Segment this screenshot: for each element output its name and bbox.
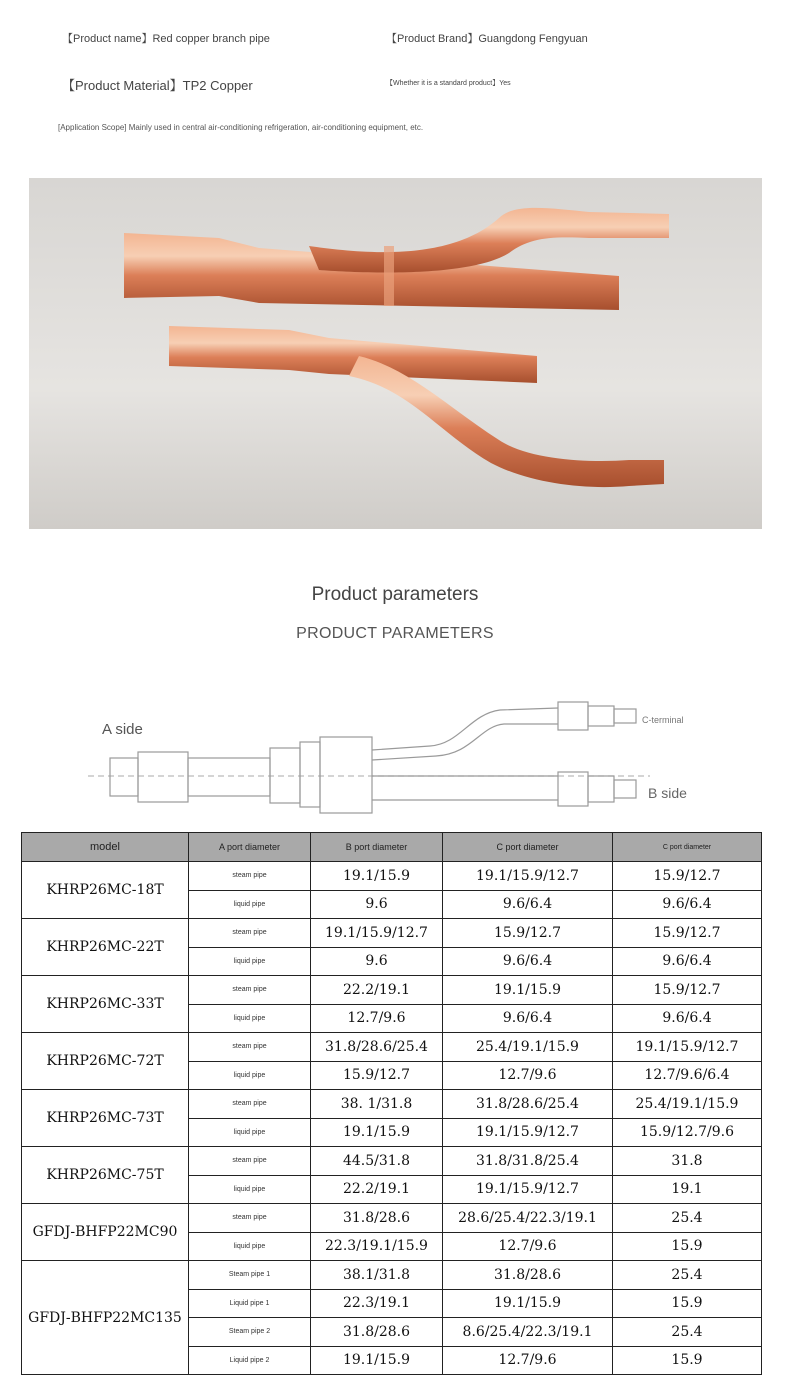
parameter-table [21, 832, 762, 1375]
c-port-cell: 12.7/9.6 [443, 1061, 613, 1090]
pipe-type-cell: Steam pipe 2 [189, 1318, 311, 1347]
header-c-port: C port diameter [443, 833, 613, 862]
standard-product: 【Whether it is a standard product】Yes [386, 80, 511, 87]
product-brand: 【Product Brand】Guangdong Fengyuan [386, 33, 588, 45]
c-terminal-label: C-terminal [642, 715, 684, 725]
c-port-cell: 8.6/25.4/22.3/19.1 [443, 1318, 613, 1347]
table-row [22, 1090, 762, 1119]
c-port-2-cell: 15.9 [613, 1232, 762, 1261]
b-port-cell: 19.1/15.9/12.7 [311, 919, 443, 948]
table-row [22, 862, 762, 891]
c-port-2-cell: 15.9/12.7 [613, 976, 762, 1005]
c-port-2-cell: 15.9/12.7 [613, 919, 762, 948]
b-port-cell: 22.3/19.1/15.9 [311, 1232, 443, 1261]
c-port-cell: 19.1/15.9/12.7 [443, 1118, 613, 1147]
header-c-port-2: C port diameter [613, 833, 762, 862]
pipe-type-cell: steam pipe [189, 1033, 311, 1062]
c-port-cell: 19.1/15.9 [443, 1289, 613, 1318]
a-side-label: A side [102, 721, 143, 738]
c-port-2-cell: 15.9/12.7/9.6 [613, 1118, 762, 1147]
c-port-2-cell: 9.6/6.4 [613, 890, 762, 919]
header-model: model [22, 833, 189, 862]
pipe-type-cell: liquid pipe [189, 1175, 311, 1204]
pipe-type-cell: steam pipe [189, 1147, 311, 1176]
c-port-2-cell: 25.4 [613, 1204, 762, 1233]
section-subtitle: PRODUCT PARAMETERS [296, 625, 494, 642]
table-row [22, 976, 762, 1005]
model-cell: KHRP26MC-73T [22, 1090, 189, 1147]
c-port-2-cell: 19.1/15.9/12.7 [613, 1033, 762, 1062]
pipe-type-cell: liquid pipe [189, 890, 311, 919]
model-cell: GFDJ-BHFP22MC135 [22, 1261, 189, 1375]
model-cell: GFDJ-BHFP22MC90 [22, 1204, 189, 1261]
c-port-cell: 19.1/15.9 [443, 976, 613, 1005]
c-port-cell: 12.7/9.6 [443, 1346, 613, 1375]
b-port-cell: 15.9/12.7 [311, 1061, 443, 1090]
model-cell: KHRP26MC-18T [22, 862, 189, 919]
c-port-2-cell: 25.4 [613, 1318, 762, 1347]
c-port-cell: 31.8/28.6/25.4 [443, 1090, 613, 1119]
b-port-cell: 31.8/28.6 [311, 1318, 443, 1347]
c-port-2-cell: 15.9/12.7 [613, 862, 762, 891]
product-material: 【Product Material】TP2 Copper [62, 78, 253, 93]
pipe-type-cell: liquid pipe [189, 947, 311, 976]
b-port-cell: 38.1/31.8 [311, 1261, 443, 1290]
b-port-cell: 19.1/15.9 [311, 862, 443, 891]
c-port-2-cell: 15.9 [613, 1346, 762, 1375]
b-port-cell: 22.2/19.1 [311, 976, 443, 1005]
b-port-cell: 31.8/28.6 [311, 1204, 443, 1233]
product-photo [29, 178, 762, 529]
c-port-2-cell: 15.9 [613, 1289, 762, 1318]
b-port-cell: 31.8/28.6/25.4 [311, 1033, 443, 1062]
b-port-cell: 22.3/19.1 [311, 1289, 443, 1318]
c-port-cell: 9.6/6.4 [443, 947, 613, 976]
c-port-cell: 9.6/6.4 [443, 890, 613, 919]
c-port-cell: 19.1/15.9/12.7 [443, 862, 613, 891]
model-cell: KHRP26MC-75T [22, 1147, 189, 1204]
c-port-cell: 28.6/25.4/22.3/19.1 [443, 1204, 613, 1233]
c-port-2-cell: 12.7/9.6/6.4 [613, 1061, 762, 1090]
header-b-port: B port diameter [311, 833, 443, 862]
c-port-2-cell: 9.6/6.4 [613, 1004, 762, 1033]
c-port-2-cell: 9.6/6.4 [613, 947, 762, 976]
b-side-label: B side [648, 785, 687, 801]
pipe-type-cell: Liquid pipe 2 [189, 1346, 311, 1375]
model-cell: KHRP26MC-33T [22, 976, 189, 1033]
pipe-type-cell: liquid pipe [189, 1004, 311, 1033]
c-port-cell: 12.7/9.6 [443, 1232, 613, 1261]
pipe-type-cell: steam pipe [189, 919, 311, 948]
model-cell: KHRP26MC-72T [22, 1033, 189, 1090]
c-port-2-cell: 25.4/19.1/15.9 [613, 1090, 762, 1119]
branch-pipe-diagram [80, 690, 720, 820]
table-row [22, 1033, 762, 1062]
pipe-type-cell: liquid pipe [189, 1061, 311, 1090]
c-port-cell: 15.9/12.7 [443, 919, 613, 948]
b-port-cell: 38. 1/31.8 [311, 1090, 443, 1119]
model-cell: KHRP26MC-22T [22, 919, 189, 976]
table-row [22, 1261, 762, 1290]
header-a-port: A port diameter [189, 833, 311, 862]
c-port-cell: 19.1/15.9/12.7 [443, 1175, 613, 1204]
table-row [22, 919, 762, 948]
pipe-type-cell: steam pipe [189, 976, 311, 1005]
product-name: 【Product name】Red copper branch pipe [62, 33, 270, 45]
c-port-2-cell: 31.8 [613, 1147, 762, 1176]
c-port-cell: 9.6/6.4 [443, 1004, 613, 1033]
pipe-type-cell: Steam pipe 1 [189, 1261, 311, 1290]
pipe-type-cell: liquid pipe [189, 1232, 311, 1261]
b-port-cell: 9.6 [311, 890, 443, 919]
table-header-row [22, 833, 762, 862]
pipe-type-cell: steam pipe [189, 1204, 311, 1233]
application-scope: [Application Scope] Mainly used in central air-conditioning refrigeration, air-conditioning equipment, etc. [58, 123, 424, 132]
b-port-cell: 12.7/9.6 [311, 1004, 443, 1033]
b-port-cell: 19.1/15.9 [311, 1346, 443, 1375]
c-port-cell: 31.8/31.8/25.4 [443, 1147, 613, 1176]
b-port-cell: 22.2/19.1 [311, 1175, 443, 1204]
table-row [22, 1147, 762, 1176]
pipe-type-cell: liquid pipe [189, 1118, 311, 1147]
b-port-cell: 44.5/31.8 [311, 1147, 443, 1176]
b-port-cell: 9.6 [311, 947, 443, 976]
c-port-2-cell: 25.4 [613, 1261, 762, 1290]
table-row [22, 1204, 762, 1233]
c-port-2-cell: 19.1 [613, 1175, 762, 1204]
c-port-cell: 31.8/28.6 [443, 1261, 613, 1290]
c-port-cell: 25.4/19.1/15.9 [443, 1033, 613, 1062]
pipe-type-cell: steam pipe [189, 1090, 311, 1119]
pipe-type-cell: steam pipe [189, 862, 311, 891]
b-port-cell: 19.1/15.9 [311, 1118, 443, 1147]
section-title: Product parameters [311, 584, 479, 605]
pipe-type-cell: Liquid pipe 1 [189, 1289, 311, 1318]
